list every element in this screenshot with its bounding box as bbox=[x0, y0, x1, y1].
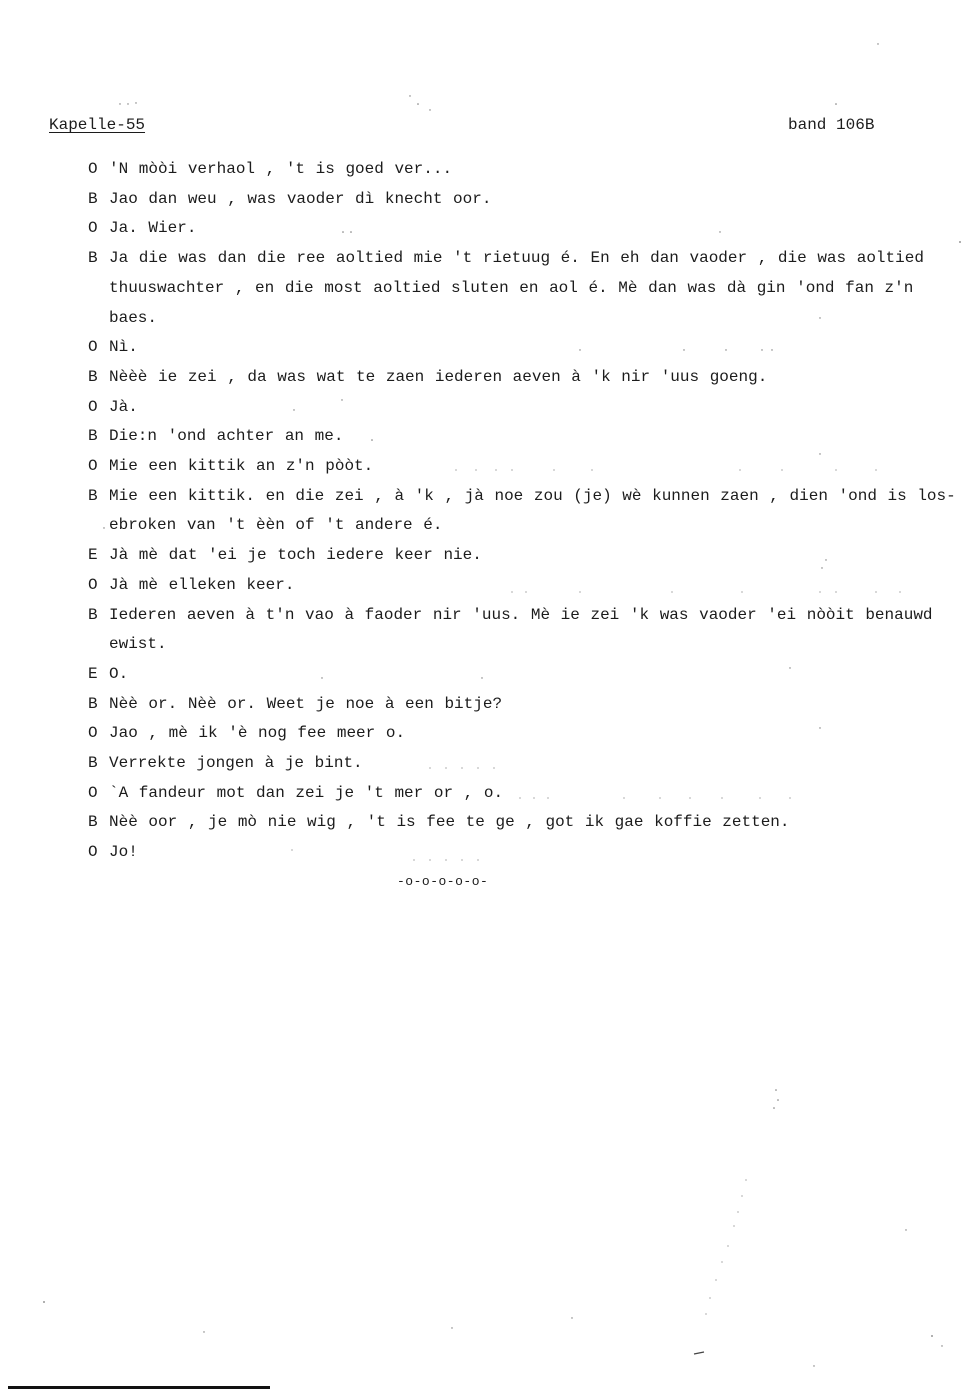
speaker-label: B bbox=[88, 486, 98, 505]
bottom-rule bbox=[8, 1386, 270, 1389]
speaker-label: O bbox=[88, 724, 98, 743]
utterance-text: Jà. bbox=[109, 397, 138, 416]
dialogue-turn bbox=[88, 363, 958, 393]
dialogue-turn bbox=[88, 482, 958, 541]
dialogue-turn bbox=[88, 185, 958, 215]
dialogue-turn bbox=[88, 541, 958, 571]
dialogue-turn bbox=[88, 660, 958, 690]
utterance-text: Jà mè elleken keer. bbox=[109, 575, 295, 594]
utterance-text: Iederen aeven à t'n vao à faoder nir 'uus. Mè ie zei 'k was vaoder 'ei nòòit benauwd ewist. bbox=[109, 605, 933, 654]
utterance-text: Ja die was dan die ree aoltied mie 't rietuug é. En eh dan vaoder , die was aoltied thuuswachter , en die most aoltied sluten en aol é. Mè dan was dà gin 'ond fan z'n baes. bbox=[109, 249, 924, 327]
dialogue-turn bbox=[88, 838, 958, 868]
dialogue-turn bbox=[88, 393, 958, 423]
speaker-label: B bbox=[88, 427, 98, 446]
utterance-text: 'N mòòi verhaol , 't is goed ver... bbox=[109, 160, 453, 178]
speaker-label: B bbox=[88, 189, 98, 208]
end-marker: -o-o-o-o-o- bbox=[397, 874, 489, 889]
dialogue-turn bbox=[88, 422, 958, 452]
utterance-text: Mie een kittik. en die zei , à 'k , jà noe zou (je) wè kunnen zaen , dien 'ond is los-ebroken van 't èèn of 't andere é. bbox=[109, 486, 956, 535]
dialogue-turn bbox=[88, 749, 958, 779]
utterance-text: Jo! bbox=[109, 843, 138, 862]
dialogue-turn bbox=[88, 333, 958, 363]
speaker-label: O bbox=[88, 219, 98, 238]
utterance-text: `A fandeur mot dan zei je 't mer or , o. bbox=[109, 783, 504, 802]
speaker-label: B bbox=[88, 754, 98, 773]
utterance-text: Nèè or. Nèè or. Weet je noe à een bitje? bbox=[109, 694, 503, 713]
speaker-label: O bbox=[88, 160, 98, 178]
tape-number: band 106B bbox=[788, 116, 875, 134]
utterance-text: Nèè oor , je mò nie wig , 't is fee te ge , got ik gae koffie zetten. bbox=[109, 813, 790, 832]
dialogue-transcript bbox=[88, 155, 958, 868]
dialogue-turn bbox=[88, 779, 958, 809]
dialogue-turn bbox=[88, 719, 958, 749]
utterance-text: Die:n 'ond achter an me. bbox=[109, 427, 344, 446]
utterance-text: Nì. bbox=[109, 338, 138, 357]
utterance-text: Jao dan weu , was vaoder dì knecht oor. bbox=[109, 189, 492, 208]
utterance-text: Mie een kittik an z'n pòòt. bbox=[109, 457, 374, 476]
speaker-label: O bbox=[88, 575, 98, 594]
speaker-label: B bbox=[88, 367, 98, 386]
utterance-text: O. bbox=[109, 664, 129, 683]
utterance-text: Ja. Wier. bbox=[109, 219, 197, 238]
speaker-label: B bbox=[88, 813, 98, 832]
utterance-text: Verrekte jongen à je bint. bbox=[109, 754, 363, 773]
dialogue-turn bbox=[88, 571, 958, 601]
utterance-text: Jao , mè ik 'è nog fee meer o. bbox=[109, 724, 406, 743]
utterance-text: Jà mè dat 'ei je toch iedere keer nie. bbox=[109, 546, 482, 565]
dialogue-turn bbox=[88, 244, 958, 333]
dialogue-turn bbox=[88, 155, 958, 185]
speaker-label: B bbox=[88, 249, 98, 268]
dialogue-turn bbox=[88, 452, 958, 482]
speaker-label: B bbox=[88, 694, 98, 713]
speaker-label: O bbox=[88, 783, 98, 802]
speaker-label: B bbox=[88, 605, 98, 624]
dialogue-turn bbox=[88, 601, 958, 660]
speaker-label: E bbox=[88, 664, 98, 683]
dialogue-turn bbox=[88, 808, 958, 838]
speaker-label: E bbox=[88, 546, 98, 565]
dialogue-turn bbox=[88, 690, 958, 720]
utterance-text: Nèèè ie zei , da was wat te zaen iederen aeven à 'k nir 'uus goeng. bbox=[109, 367, 768, 386]
speaker-label: O bbox=[88, 397, 98, 416]
speaker-label: O bbox=[88, 843, 98, 862]
speaker-label: O bbox=[88, 338, 98, 357]
location-header: Kapelle-55 bbox=[49, 116, 146, 134]
dialogue-turn bbox=[88, 214, 958, 244]
speaker-label: O bbox=[88, 457, 98, 476]
